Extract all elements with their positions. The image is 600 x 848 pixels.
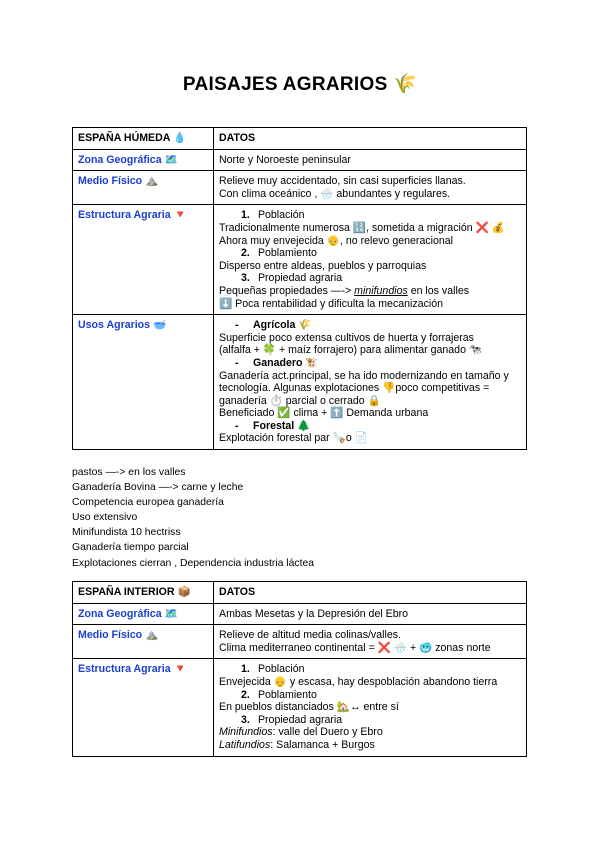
text-line: tecnología. Algunas explotaciones 👎poco competitivas = bbox=[219, 382, 490, 395]
text-line: Envejecida 👴 y escasa, hay despoblación abandono tierra bbox=[219, 675, 498, 688]
list-item bbox=[219, 714, 521, 727]
text-line: Explotación forestal par 🪚o 📄 bbox=[219, 432, 368, 445]
list-heading: Población bbox=[257, 209, 305, 222]
list-heading: Propiedad agraria bbox=[257, 713, 343, 726]
header-datos: DATOS bbox=[214, 582, 527, 604]
zona-text: Norte y Noroeste peninsular bbox=[214, 149, 527, 171]
list-number: 2. bbox=[241, 688, 250, 701]
text-span: en los valles bbox=[407, 284, 470, 297]
text-line: En pueblos distanciados 🏡↔ entre sí bbox=[219, 701, 399, 714]
text-span: Pequeñas propiedades —-> bbox=[219, 284, 355, 297]
header-region: ESPAÑA INTERIOR 📦 bbox=[73, 582, 214, 604]
text-span: : Salamanca + Burgos bbox=[270, 738, 375, 751]
sub-heading: Agrícola 🌾 bbox=[253, 319, 312, 332]
bullet: - bbox=[235, 319, 239, 332]
zona-text: Ambas Mesetas y la Depresión del Ebro bbox=[214, 603, 527, 625]
usos-cell bbox=[214, 315, 527, 450]
table-row bbox=[73, 603, 527, 625]
list-item bbox=[219, 247, 521, 260]
note-line: Explotaciones cierran , Dependencia industria láctea bbox=[72, 557, 315, 569]
table-header-row bbox=[73, 128, 527, 150]
note-line: Minifundista 10 hectriss bbox=[72, 527, 181, 539]
page-title: PAISAJES AGRARIOS 🌾 bbox=[182, 74, 418, 95]
bullet: - bbox=[235, 356, 239, 369]
minifundios-term: Minifundios bbox=[219, 726, 273, 739]
text-line bbox=[219, 285, 521, 298]
note-line: Uso extensivo bbox=[72, 512, 138, 524]
list-item bbox=[219, 319, 521, 332]
list-heading: Poblamiento bbox=[257, 247, 317, 260]
note-line: Competencia europea ganadería bbox=[72, 497, 224, 509]
note-line: Ganadería tiempo parcial bbox=[72, 542, 189, 554]
minifundios-term: minifundios bbox=[354, 284, 408, 297]
list-number: 3. bbox=[241, 272, 250, 285]
zona-label: Zona Geográfica 🗺️ bbox=[73, 603, 214, 625]
table-row bbox=[73, 205, 527, 315]
list-heading: Población bbox=[257, 663, 305, 676]
humeda-table bbox=[72, 127, 527, 450]
medio-label: Medio Físico ⛰️ bbox=[73, 171, 214, 205]
estructura-label: Estructura Agraria 🔻 bbox=[73, 205, 214, 315]
medio-line: Con clima oceánico , 🌧️ abundantes y regulares. bbox=[219, 187, 451, 200]
list-number: 2. bbox=[241, 247, 250, 260]
medio-line: Relieve muy accidentado, sin casi superficies llanas. bbox=[219, 175, 466, 188]
text-line: ganadería ⏱️ parcial o cerrado 🔒 bbox=[219, 394, 381, 407]
list-heading: Propiedad agraria bbox=[257, 272, 343, 285]
medio-line: Relieve de altitud media colinas/valles. bbox=[219, 629, 401, 642]
text-line: Tradicionalmente numerosa 🔢, sometida a migración ❌ 💰 bbox=[219, 221, 505, 234]
list-heading: Poblamiento bbox=[257, 688, 317, 701]
note-line: Ganadería Bovina —-> carne y leche bbox=[72, 482, 244, 494]
medio-label: Medio Físico ⛰️ bbox=[73, 625, 214, 659]
latifundios-term: Latifundios bbox=[219, 738, 271, 751]
text-line: ⬇️ Poca rentabilidad y dificulta la mecanización bbox=[219, 297, 444, 310]
estructura-cell bbox=[214, 659, 527, 756]
estructura-cell bbox=[214, 205, 527, 315]
note-line: pastos —-> en los valles bbox=[72, 467, 186, 478]
list-number: 1. bbox=[241, 209, 250, 222]
text-line bbox=[219, 726, 521, 739]
text-line: Beneficiado ✅ clima + ⬆️ Demanda urbana bbox=[219, 407, 429, 420]
list-item bbox=[219, 663, 521, 676]
bullet: - bbox=[235, 419, 239, 432]
zona-label: Zona Geográfica 🗺️ bbox=[73, 149, 214, 171]
header-datos: DATOS bbox=[214, 128, 527, 150]
notes-list bbox=[72, 465, 314, 571]
table-row bbox=[73, 171, 527, 205]
sub-heading: Forestal 🌲 bbox=[253, 419, 311, 432]
table-row bbox=[73, 625, 527, 659]
usos-label: Usos Agrarios 🥣 bbox=[73, 315, 214, 450]
text-span: : valle del Duero y Ebro bbox=[272, 726, 383, 739]
table-header-row bbox=[73, 582, 527, 604]
text-line: Ganadería act.principal, se ha ido modernizando en tamaño y bbox=[219, 369, 509, 382]
text-line: (alfalfa + 🍀 + maíz forrajero) para alimentar ganado 🐄 bbox=[219, 344, 483, 357]
text-line bbox=[219, 739, 521, 752]
list-item bbox=[219, 272, 521, 285]
list-item bbox=[219, 689, 521, 702]
table-row bbox=[73, 315, 527, 450]
estructura-label: Estructura Agraria 🔻 bbox=[73, 659, 214, 756]
text-line: Ahora muy envejecida 👴, no relevo generacional bbox=[219, 234, 454, 247]
text-line: Superficie poco extensa cultivos de huerta y forrajeras bbox=[219, 331, 474, 344]
sub-heading: Ganadero 🐮 bbox=[253, 356, 319, 369]
table-row bbox=[73, 149, 527, 171]
text-line: Disperso entre aldeas, pueblos y parroquias bbox=[219, 259, 427, 272]
medio-line: Clima mediterraneo continental = ❌ 🌧️ + 🥶 zonas norte bbox=[219, 641, 491, 654]
list-item bbox=[219, 357, 521, 370]
interior-table bbox=[72, 581, 527, 757]
list-item bbox=[219, 209, 521, 222]
list-number: 1. bbox=[241, 663, 250, 676]
medio-cell bbox=[214, 625, 527, 659]
header-region: ESPAÑA HÚMEDA 💧 bbox=[73, 128, 214, 150]
table-row bbox=[73, 659, 527, 756]
list-item bbox=[219, 420, 521, 433]
list-number: 3. bbox=[241, 713, 250, 726]
medio-cell bbox=[214, 171, 527, 205]
